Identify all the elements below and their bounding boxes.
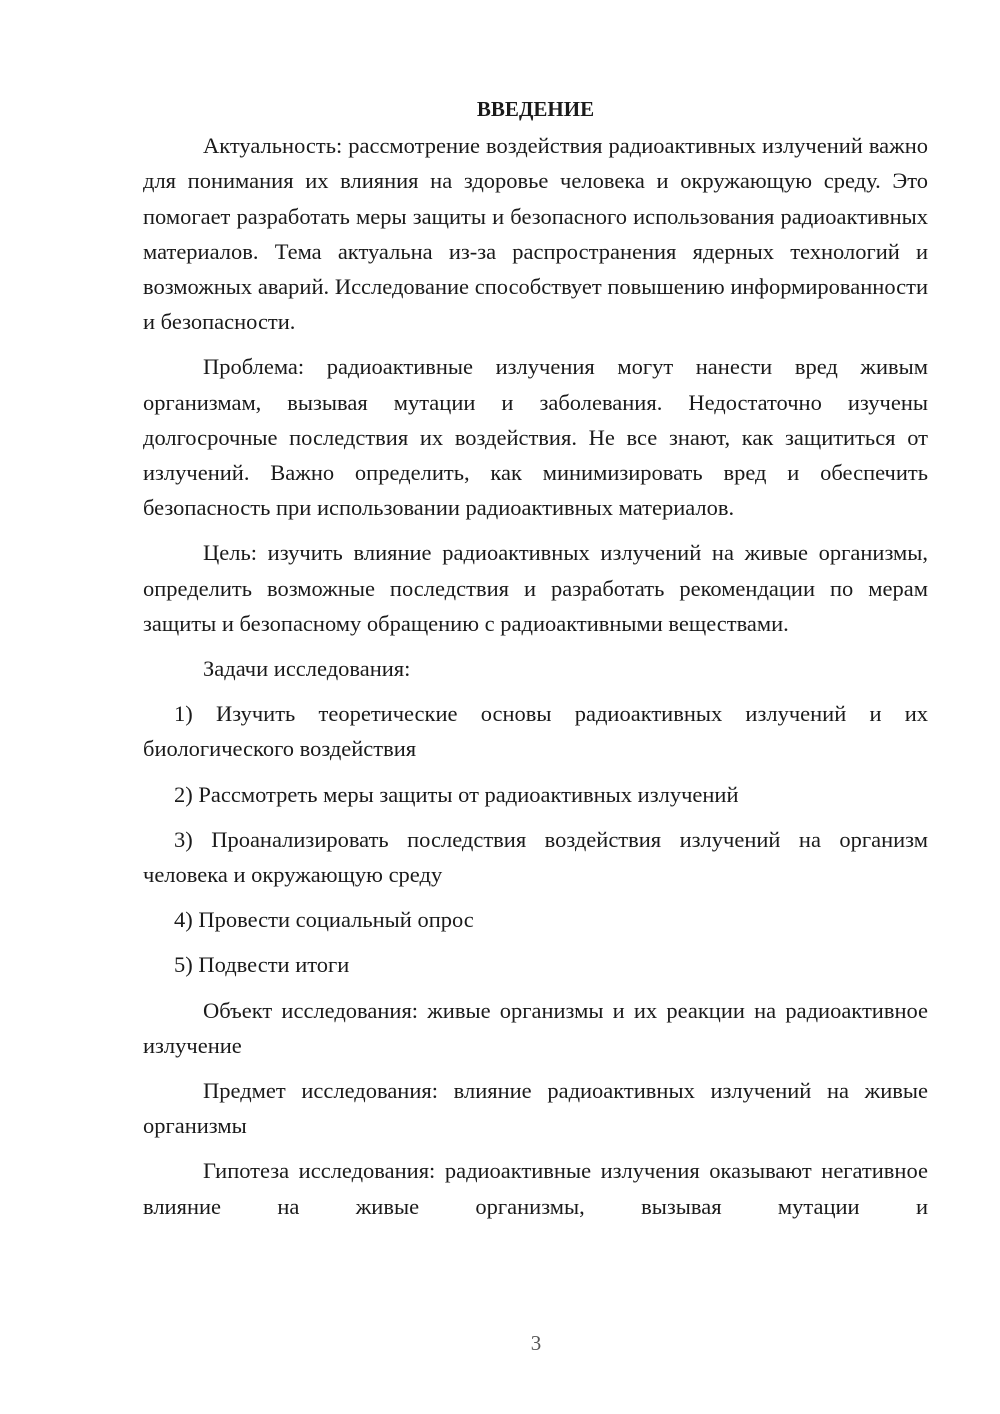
document-page (143, 92, 928, 1224)
task-item-5: 5) Подвести итоги (174, 952, 350, 978)
task-item-2: 2) Рассмотреть меры защиты от радиоактивных излучений (174, 781, 739, 807)
paragraph-problem: Проблема: радиоактивные излучения могут нанести вред живым организмам, вызывая мутации и заболевания. Недостаточно изучены долгосрочные последствия их воздействия. Не все знают, как защититься от излучений. Важно определить, как минимизировать вред и обеспечить безопасность при использовании радиоактивных материалов. (143, 354, 928, 521)
section-title: ВВЕДЕНИЕ (476, 97, 595, 121)
page-number: 3 (530, 1331, 542, 1355)
task-item-4: 4) Провести социальный опрос (174, 907, 474, 933)
paragraph-relevance: Актуальность: рассмотрение воздействия радиоактивных излучений важно для понимания их влияния на здоровье человека и окружающую среду. Это помогает разработать меры защиты и безопасного использования радиоактивных материалов. Тема актуальна из-за распространения ядерных технологий и возможных аварий. Исследование способствует повышению информированности и безопасности. (143, 133, 928, 335)
paragraph-goal: Цель: изучить влияние радиоактивных излучений на живые организмы, определить возможные последствия и разработать рекомендации по мерам защиты и безопасному обращению с радиоактивными веществами. (143, 540, 928, 636)
paragraph-subject: Предмет исследования: влияние радиоактивных излучений на живые организмы (143, 1078, 928, 1139)
tasks-heading: Задачи исследования: (203, 656, 411, 682)
task-item-3: 3) Проанализировать последствия воздействия излучений на организм человека и окружающую среду (143, 826, 928, 888)
paragraph-hypothesis: Гипотеза исследования: радиоактивные излучения оказывают негативное влияние на живые организмы, вызывая мутации и (143, 1158, 928, 1219)
task-item-1: 1) Изучить теоретические основы радиоактивных излучений и их биологического воздействия (143, 701, 928, 762)
paragraph-object: Объект исследования: живые организмы и их реакции на радиоактивное излучение (143, 997, 928, 1058)
